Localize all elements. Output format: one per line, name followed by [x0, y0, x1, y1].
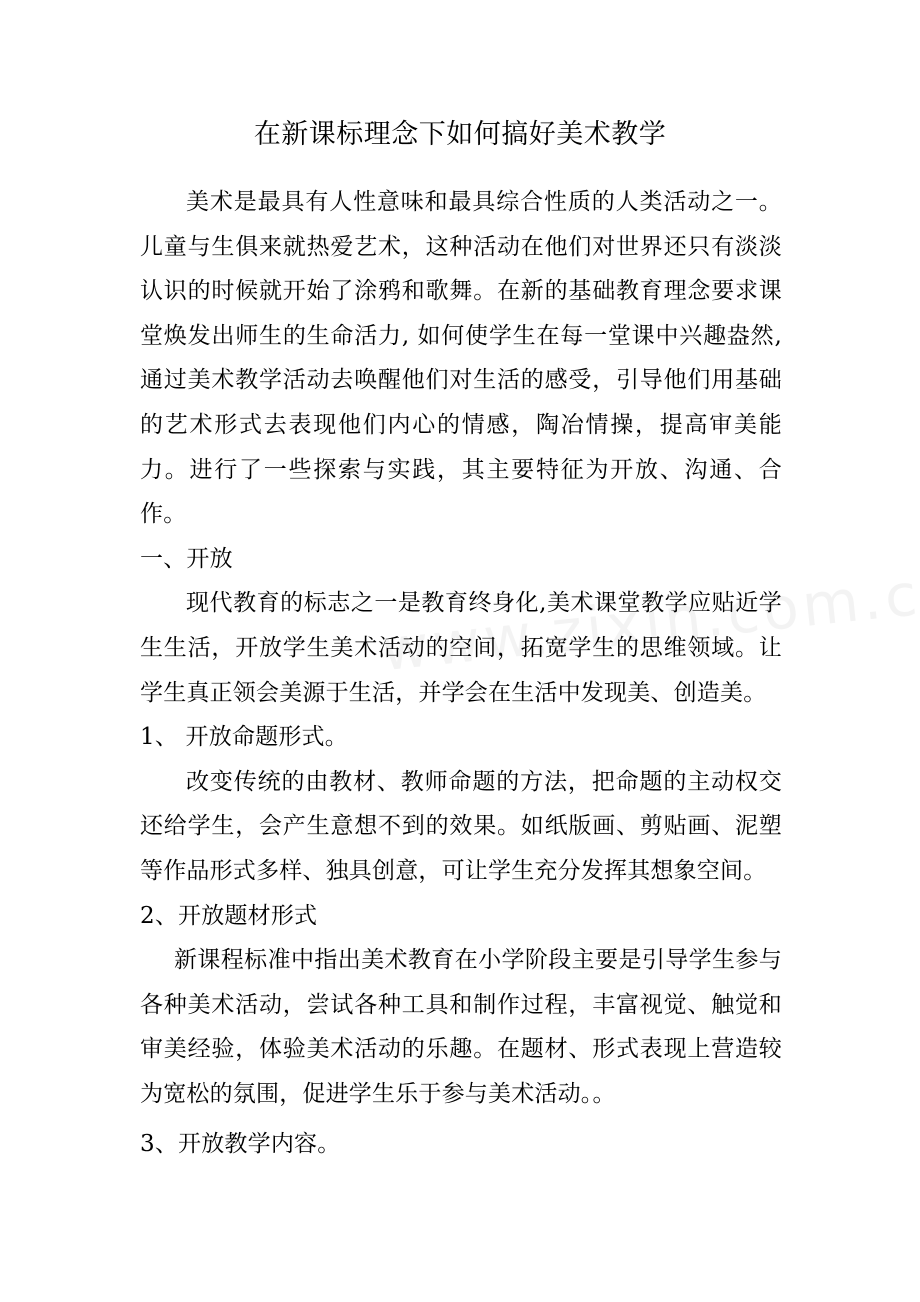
subheading-topic-form: 1、 开放命题形式。 — [140, 724, 348, 751]
document-body — [140, 180, 782, 1167]
paragraph-subject-form: 新课程标准中指出美术教育在小学阶段主要是引导学生参与各种美术活动，尝试各种工具和制作过程，丰富视觉、触觉和审美经验，体验美术活动的乐趣。在题材、形式表现上营造较为宽松的氛围，促进学生乐于参与美术活动。。 — [140, 947, 782, 1107]
paragraph-intro: 美术是最具有人性意味和最具综合性质的人类活动之一。儿童与生俱来就热爱艺术，这种活动在他们对世界还只有淡淡认识的时候就开始了涂鸦和歌舞。在新的基础教育理念要求课堂焕发出师生的生命活力, 如何使学生在每一堂课中兴趣盎然, 通过美术教学活动去唤醒他们对生活的感受，引导他们用基础的艺术形式去表现他们内心的情感，陶冶情操，提高审美能力。进行了一些探索与实践，其主要特征为开放、沟通、合作。 — [140, 189, 782, 528]
subheading-subject-form: 2、开放题材形式 — [140, 902, 318, 929]
paragraph-open: 现代教育的标志之一是教育终身化,美术课堂教学应贴近学生生活，开放学生美术活动的空间，拓宽学生的思维领域。让学生真正领会美源于生活，并学会在生活中发现美、创造美。 — [140, 590, 782, 706]
document-title: 在新课标理念下如何搞好美术教学 — [253, 119, 667, 150]
subheading-teaching-content: 3、开放教学内容。 — [140, 1131, 341, 1158]
section-heading-open: 一、开放 — [140, 545, 233, 572]
paragraph-topic-form: 改变传统的由教材、教师命题的方法，把命题的主动权交还给学生，会产生意想不到的效果。如纸版画、剪贴画、泥塑等作品形式多样、独具创意，可让学生充分发挥其想象空间。 — [140, 768, 782, 884]
